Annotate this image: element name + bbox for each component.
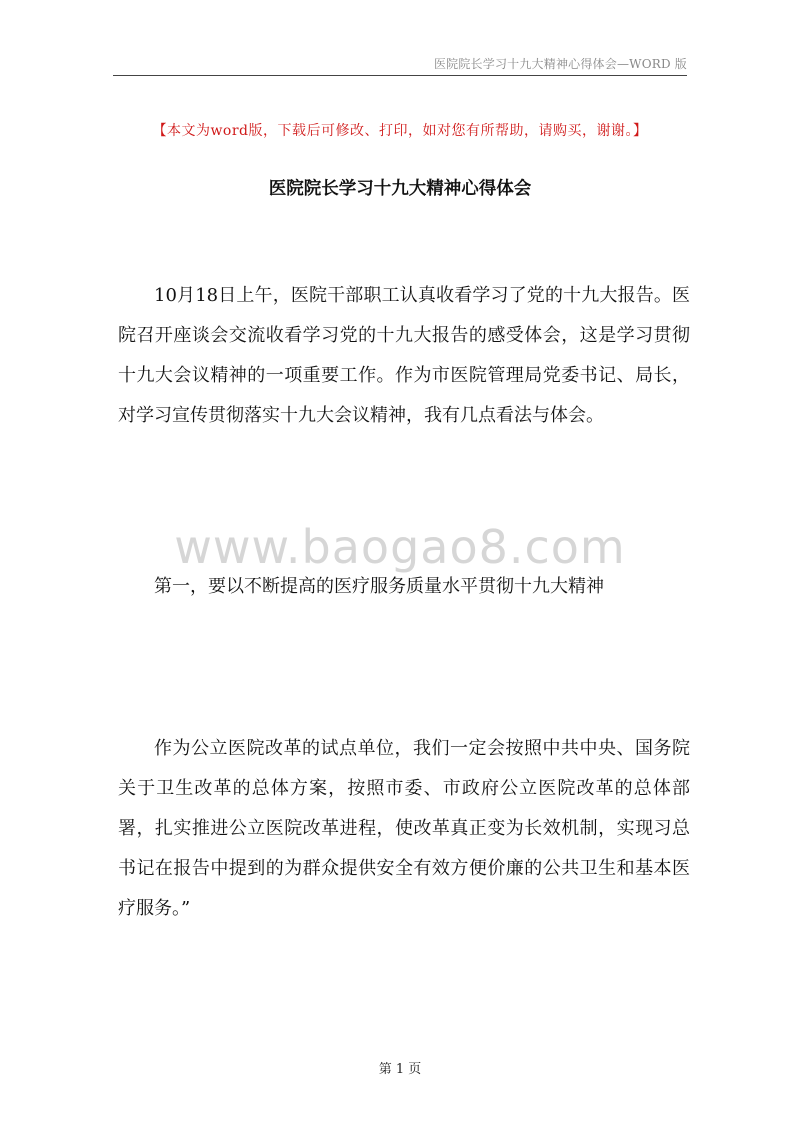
section-heading-first: 第一，要以不断提高的医疗服务质量水平贯彻十九大精神 [154,576,604,597]
document-title: 医院院长学习十九大精神心得体会 [268,179,532,199]
running-header: 医院院长学习十九大精神心得体会—WORD 版 [433,57,687,71]
header-divider [113,75,687,76]
paragraph-reform: 作为公立医院改革的试点单位，我们一定会按照中共中央、国务院关于卫生改革的总体方案，按照市委、市政府公立医院改革的总体部署，扎实推进公立医院改革进程，使改革真正变为长效机制，实现习总书记在报告中提到的为群众提供安全有效方便价廉的公共卫生和基本医疗服务。” [118,738,690,919]
paragraph-intro: 10月18日上午，医院干部职工认真收看学习了党的十九大报告。医院召开座谈会交流收看学习党的十九大报告的感受体会，这是学习贯彻十九大会议精神的一项重要工作。作为市医院管理局党委书记、局长，对学习宣传贯彻落实十九大会议精神，我有几点看法与体会。 [118,285,690,426]
page-number: 第 1 页 [378,1062,422,1077]
download-notice: 【本文为word版，下载后可修改、打印，如对您有所帮助，请购买，谢谢。】 [152,123,648,139]
watermark: www.baogao8.com [174,520,626,574]
